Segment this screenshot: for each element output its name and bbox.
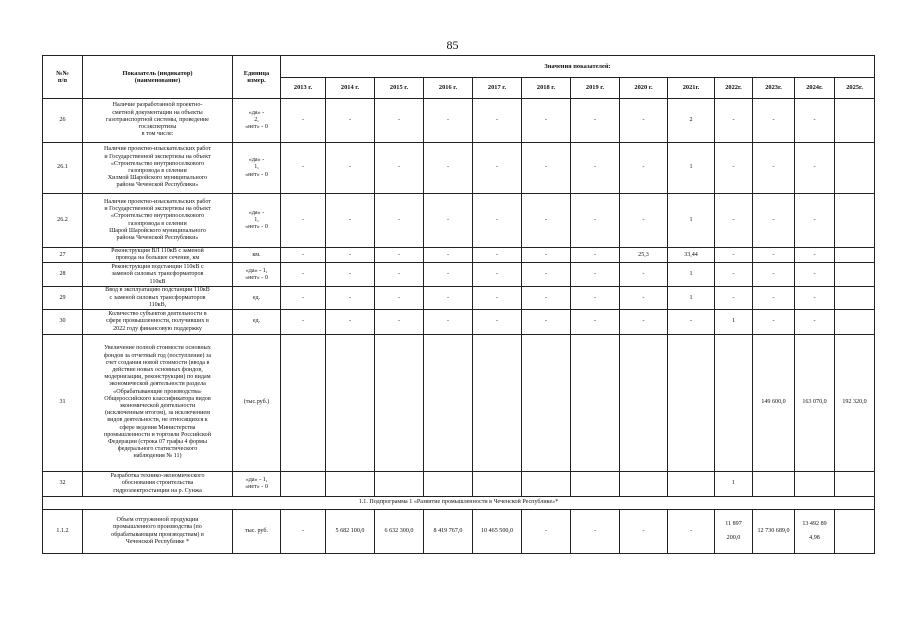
value-cell: - — [571, 248, 620, 263]
value-cell — [835, 248, 875, 263]
value-cell: - — [753, 143, 795, 194]
value-cell: - — [753, 310, 795, 335]
row-number: 31 — [43, 335, 83, 472]
value-cell: - — [753, 194, 795, 248]
unit-cell: ед. — [233, 310, 281, 335]
value-cell: 149 600,0 — [753, 335, 795, 472]
value-cell: - — [326, 263, 375, 287]
table-row — [43, 143, 875, 194]
value-cell: 6 632 300,0 — [375, 510, 424, 554]
value-cell: - — [571, 143, 620, 194]
header-year: 2019 г. — [571, 78, 620, 99]
value-cell: - — [326, 287, 375, 310]
value-cell: - — [620, 310, 668, 335]
table-row — [43, 263, 875, 287]
header-num: №№ п/п — [43, 56, 83, 99]
value-cell: 1 — [668, 287, 715, 310]
value-cell: - — [715, 143, 753, 194]
subprogram-title: 1.1. Подпрограмма 1 «Развитие промышленности в Чеченской Республике»* — [43, 497, 875, 510]
value-cell: 5 682 100,0 — [326, 510, 375, 554]
value-cell: - — [668, 310, 715, 335]
value-cell — [835, 194, 875, 248]
value-cell — [473, 472, 522, 497]
unit-cell: «да» - 1, «нет» - 0 — [233, 194, 281, 248]
unit-cell: «да» - 1, «нет» - 0 — [233, 143, 281, 194]
value-cell: - — [620, 287, 668, 310]
value-cell: - — [473, 287, 522, 310]
value-cell: - — [795, 143, 835, 194]
value-cell: - — [668, 510, 715, 554]
indicator-name: Разработка технико-экономического обоснования строительства гидроэлектростанции на р. Сунжа — [83, 472, 233, 497]
header-year: 2021г. — [668, 78, 715, 99]
table-row — [43, 99, 875, 143]
section-row — [43, 497, 875, 510]
value-cell: - — [326, 310, 375, 335]
value-cell — [424, 335, 473, 472]
value-cell: - — [571, 510, 620, 554]
value-cell: - — [281, 510, 326, 554]
table-row — [43, 194, 875, 248]
value-cell: - — [326, 248, 375, 263]
indicator-name: Наличие проектно-изыскательских работ и Государственной экспертизы на объект «Строительство внутрипоселкового газопровода в селении Хилмой Шаройского муниципального района Чеченской Республики» — [83, 143, 233, 194]
value-cell — [835, 472, 875, 497]
value-cell: - — [715, 248, 753, 263]
value-cell: - — [795, 263, 835, 287]
table-row — [43, 310, 875, 335]
value-cell: 1 — [668, 194, 715, 248]
row-number: 28 — [43, 263, 83, 287]
value-cell: 1 — [715, 310, 753, 335]
value-cell: - — [424, 263, 473, 287]
value-cell: - — [473, 194, 522, 248]
value-cell: - — [375, 143, 424, 194]
table-row — [43, 335, 875, 472]
value-cell: - — [326, 194, 375, 248]
header-unit: Единица измер. — [233, 56, 281, 99]
value-cell: - — [281, 248, 326, 263]
indicator-name: Количество субъектов деятельности в сфере промышленности, получивших в 2022 году финансовую поддержку — [83, 310, 233, 335]
header-year: 2016 г. — [424, 78, 473, 99]
value-cell — [620, 335, 668, 472]
value-cell — [571, 472, 620, 497]
unit-cell: ед. — [233, 287, 281, 310]
value-cell: 1 — [668, 143, 715, 194]
table-row — [43, 248, 875, 263]
value-cell: - — [795, 99, 835, 143]
value-cell: - — [473, 99, 522, 143]
value-cell: - — [281, 99, 326, 143]
value-cell: - — [620, 263, 668, 287]
row-number: 26.1 — [43, 143, 83, 194]
value-cell: - — [473, 263, 522, 287]
value-cell: - — [715, 287, 753, 310]
row-number: 27 — [43, 248, 83, 263]
header-values-title: Значения показателей: — [281, 56, 875, 78]
value-cell: 1 — [715, 472, 753, 497]
value-cell: - — [522, 310, 571, 335]
value-cell: - — [715, 263, 753, 287]
value-cell — [571, 335, 620, 472]
value-cell: - — [424, 310, 473, 335]
value-cell — [522, 472, 571, 497]
unit-cell: тыс. руб. — [233, 510, 281, 554]
value-cell: - — [620, 194, 668, 248]
value-cell — [522, 335, 571, 472]
value-cell — [668, 335, 715, 472]
value-cell: - — [571, 310, 620, 335]
indicators-table — [42, 55, 875, 554]
value-cell: - — [715, 194, 753, 248]
value-cell: 12 730 689,0 — [753, 510, 795, 554]
value-cell — [753, 472, 795, 497]
value-cell — [281, 335, 326, 472]
value-cell — [835, 510, 875, 554]
value-cell — [835, 287, 875, 310]
value-cell — [473, 335, 522, 472]
unit-cell: «да» - 1, «нет» - 0 — [233, 472, 281, 497]
value-cell: - — [620, 143, 668, 194]
header-year: 2018 г. — [522, 78, 571, 99]
header-indicator: Показатель (индикатор) (наименование) — [83, 56, 233, 99]
value-cell: - — [281, 143, 326, 194]
value-cell: - — [571, 263, 620, 287]
value-cell: - — [522, 287, 571, 310]
value-cell: 192 320,0 — [835, 335, 875, 472]
value-cell: - — [473, 143, 522, 194]
value-cell — [835, 263, 875, 287]
header-year: 2025г. — [835, 78, 875, 99]
value-cell: - — [375, 194, 424, 248]
value-cell: - — [473, 248, 522, 263]
value-cell: - — [753, 287, 795, 310]
value-cell — [375, 472, 424, 497]
value-cell: - — [473, 310, 522, 335]
value-cell: - — [753, 248, 795, 263]
page-number: 85 — [446, 38, 459, 52]
value-cell: - — [522, 263, 571, 287]
value-cell: 25,3 — [620, 248, 668, 263]
value-cell: - — [375, 310, 424, 335]
value-cell: - — [571, 287, 620, 310]
value-cell — [835, 143, 875, 194]
value-cell — [668, 472, 715, 497]
row-number: 26 — [43, 99, 83, 143]
value-cell — [326, 335, 375, 472]
header-year: 2022г. — [715, 78, 753, 99]
indicator-name: Реконструкция подстанции 110кВ с заменой силовых трансформаторов 110кВ — [83, 263, 233, 287]
value-cell: 10 465 500,0 — [473, 510, 522, 554]
unit-cell: (тыс.руб.) — [233, 335, 281, 472]
indicator-name: Реконструкция ВЛ 110кВ с заменой провода на большее сечение, км — [83, 248, 233, 263]
value-cell: - — [571, 99, 620, 143]
value-cell: - — [795, 287, 835, 310]
value-cell: - — [281, 194, 326, 248]
value-cell: 13 492 89 4,98 — [795, 510, 835, 554]
value-cell: - — [424, 287, 473, 310]
header-year: 2020 г. — [620, 78, 668, 99]
row-number: 30 — [43, 310, 83, 335]
indicator-name: Наличие проектно-изыскательских работ и Государственной экспертизы на объект «Строительство внутрипоселкового газопровода в селении Шарой Шаройского муниципального района Чеченской Республики» — [83, 194, 233, 248]
value-cell: - — [281, 263, 326, 287]
unit-cell: км. — [233, 248, 281, 263]
value-cell: - — [753, 99, 795, 143]
header-year: 2024г. — [795, 78, 835, 99]
value-cell: - — [281, 287, 326, 310]
value-cell: - — [522, 99, 571, 143]
value-cell: - — [375, 287, 424, 310]
value-cell — [835, 99, 875, 143]
value-cell — [620, 472, 668, 497]
row-number: 32 — [43, 472, 83, 497]
indicator-name: Ввод в эксплуатацию подстанции 110кВ с заменой силовых трансформаторов 110кВ, — [83, 287, 233, 310]
value-cell: 163 070,0 — [795, 335, 835, 472]
row-number: 26.2 — [43, 194, 83, 248]
row-number: 29 — [43, 287, 83, 310]
value-cell — [715, 335, 753, 472]
table-row — [43, 510, 875, 554]
value-cell: - — [522, 510, 571, 554]
value-cell — [795, 472, 835, 497]
value-cell: - — [620, 99, 668, 143]
value-cell: - — [424, 248, 473, 263]
header-year: 2015 г. — [375, 78, 424, 99]
row-number: 1.1.2 — [43, 510, 83, 554]
value-cell: - — [522, 194, 571, 248]
value-cell — [326, 472, 375, 497]
value-cell — [375, 335, 424, 472]
value-cell — [424, 472, 473, 497]
indicator-name: Увеличение полной стоимости основных фондов за отчетный год (поступление) за счет создания новой стоимости (ввода в действие новых основных фондов, модернизации, реконструкции) по видам экономической деятельности раздела «Обрабатывающие производства» Общероссийского классификатора видов экономической деятельности (исключенным итогом), за исключением видов деятельности, не относящихся к сфере ведения Министерства промышленности и торговли Российской Федерации (строка 07 графы 4 формы федерального статистического наблюдения № 11) — [83, 335, 233, 472]
value-cell: - — [522, 248, 571, 263]
value-cell: - — [571, 194, 620, 248]
value-cell: - — [795, 194, 835, 248]
value-cell: - — [522, 143, 571, 194]
unit-cell: «да» - 2, «нет» - 0 — [233, 99, 281, 143]
value-cell: - — [424, 194, 473, 248]
value-cell: 8 419 767,0 — [424, 510, 473, 554]
header-year: 2017 г. — [473, 78, 522, 99]
table-row — [43, 287, 875, 310]
value-cell: 11 897 200,0 — [715, 510, 753, 554]
value-cell: - — [620, 510, 668, 554]
value-cell: 33,44 — [668, 248, 715, 263]
header-year: 2023г. — [753, 78, 795, 99]
value-cell: - — [715, 99, 753, 143]
value-cell: 2 — [668, 99, 715, 143]
value-cell: - — [326, 143, 375, 194]
value-cell — [281, 472, 326, 497]
header-year: 2014 г. — [326, 78, 375, 99]
value-cell: - — [424, 143, 473, 194]
value-cell: - — [326, 99, 375, 143]
indicator-name: Объем отгруженной продукции промышленного производства (по обрабатывающим производствам) в Чеченской Республике * — [83, 510, 233, 554]
value-cell: - — [424, 99, 473, 143]
value-cell: - — [375, 263, 424, 287]
value-cell: - — [753, 263, 795, 287]
value-cell: - — [795, 248, 835, 263]
value-cell: - — [375, 99, 424, 143]
header-year: 2013 г. — [281, 78, 326, 99]
value-cell: - — [281, 310, 326, 335]
unit-cell: «да» - 1, «нет» - 0 — [233, 263, 281, 287]
value-cell: - — [795, 310, 835, 335]
value-cell — [835, 310, 875, 335]
indicator-name: Наличие разработанной проектно- сметной документации на объекты газотранспортной системы, проведение госэкспертизы в том числе: — [83, 99, 233, 143]
value-cell: - — [375, 248, 424, 263]
table-row — [43, 472, 875, 497]
value-cell: 1 — [668, 263, 715, 287]
